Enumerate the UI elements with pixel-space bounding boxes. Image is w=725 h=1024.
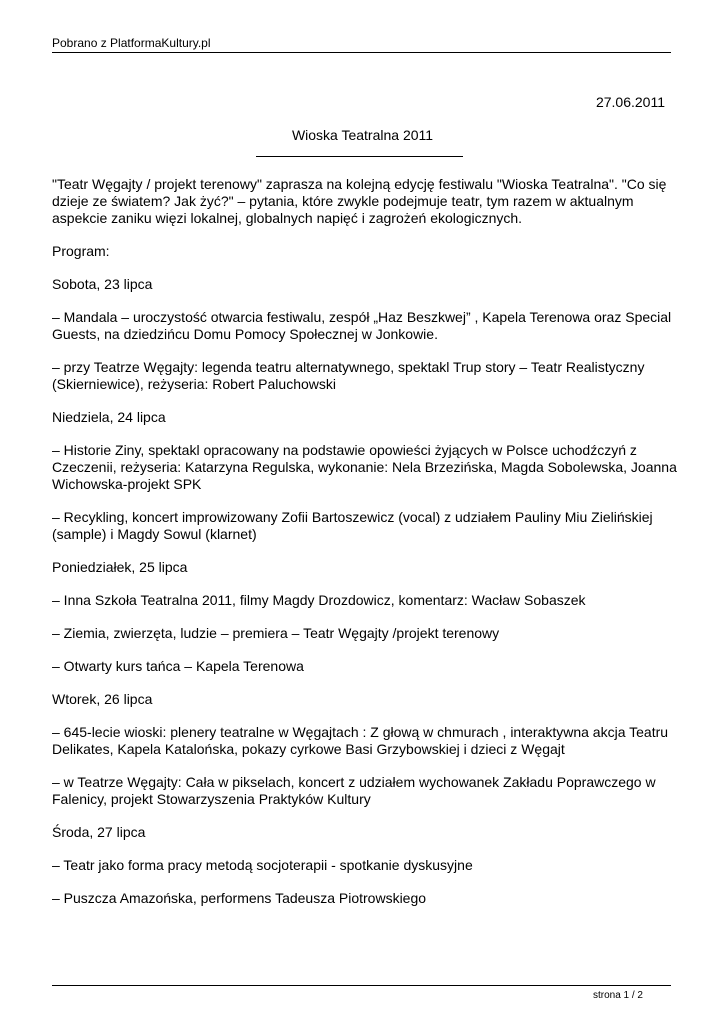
- program-heading: Program:: [52, 243, 110, 259]
- program-item: – Inna Szkoła Teatralna 2011, filmy Magdy Drozdowicz, komentarz: Wacław Sobaszek: [52, 592, 586, 608]
- document-body: [52, 176, 677, 923]
- program-item: – Otwarty kurs tańca – Kapela Terenowa: [52, 658, 304, 674]
- day-heading-wednesday: Środa, 27 lipca: [52, 824, 146, 840]
- footer-divider: [52, 985, 671, 986]
- program-item: – przy Teatrze Węgajty: legenda teatru alternatywnego, spektakl Trup story – Teatr Realistyczny (Skierniewice), reżyseria: Robert Paluchowski: [52, 359, 645, 392]
- day-heading-sunday: Niedziela, 24 lipca: [52, 409, 166, 425]
- title-underline: [256, 156, 463, 157]
- day-heading-saturday: Sobota, 23 lipca: [52, 276, 153, 292]
- program-item: – Ziemia, zwierzęta, ludzie – premiera – Teatr Węgajty /projekt terenowy: [52, 625, 500, 641]
- program-item: – Historie Ziny, spektakl opracowany na podstawie opowieści żyjących w Polsce uchodźczyń z Czeczenii, reżyseria: Katarzyna Regulska, wykonanie: Nela Brzezińska, Magda Sobolewska, Joanna Wichowska-projekt SPK: [52, 442, 677, 492]
- day-heading-tuesday: Wtorek, 26 lipca: [52, 691, 153, 707]
- program-item: – Mandala – uroczystość otwarcia festiwalu, zespół „Haz Beszkwej” , Kapela Terenowa oraz Special Guests, na dziedzińcu Domu Pomocy Społecznej w Jonkowie.: [52, 309, 672, 342]
- program-item: – 645-lecie wioski: plenery teatralne w Węgajtach : Z głową w chmurach , interaktywna akcja Teatru Delikates, Kapela Katalońska, pokazy cyrkowe Basi Grzybowskiej i dzieci z Węgajt: [52, 724, 669, 757]
- document-date: 27.06.2011: [595, 94, 665, 110]
- header-divider: [52, 52, 671, 53]
- day-heading-monday: Poniedziałek, 25 lipca: [52, 559, 188, 575]
- program-item: – w Teatrze Węgajty: Cała w pikselach, koncert z udziałem wychowanek Zakładu Poprawczego w Falenicy, projekt Stowarzyszenia Praktyków Kultury: [52, 774, 656, 807]
- program-item: – Puszcza Amazońska, performens Tadeusza Piotrowskiego: [52, 890, 427, 906]
- program-item: – Teatr jako forma pracy metodą socjoterapii - spotkanie dyskusyjne: [52, 857, 473, 873]
- page-number: strona 1 / 2: [592, 990, 643, 1001]
- document-title: Wioska Teatralna 2011: [291, 127, 434, 143]
- program-item: – Recykling, koncert improwizowany Zofii Bartoszewicz (vocal) z udziałem Pauliny Miu Zielińskiej (sample) i Magdy Sowul (klarnet): [52, 509, 653, 542]
- intro-paragraph: "Teatr Węgajty / projekt terenowy" zaprasza na kolejną edycję festiwalu "Wioska Teatralna". "Co się dzieje ze światem? Jak żyć?" – pytania, które zwykle podejmuje teatr, tym razem w aktualnym aspekcie zaniku więzi lokalnej, globalnych napięć i zagrożeń ekologicznych.: [52, 176, 667, 226]
- page-header-source: Pobrano z PlatformaKultury.pl: [52, 36, 211, 50]
